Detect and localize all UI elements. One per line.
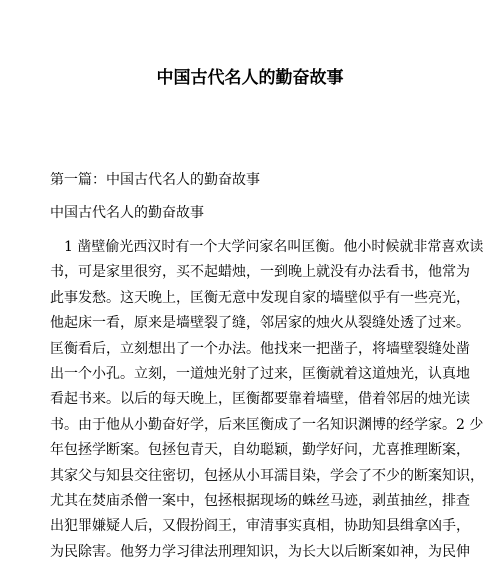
section-heading: 第一篇：中国古代名人的勤奋故事 xyxy=(50,172,260,188)
document-title: 中国古代名人的勤奋故事 xyxy=(156,68,344,88)
body-line: 他起床一看，原来是墙壁裂了缝，邻居家的烛火从裂缝处透了过来。 xyxy=(50,315,470,332)
body-paragraph xyxy=(50,235,484,565)
body-line: 年包拯学断案。包拯包青天，自幼聪颖，勤学好问，尤喜推理断案， xyxy=(50,442,470,459)
sub-heading: 中国古代名人的勤奋故事 xyxy=(50,205,204,221)
body-line: 其家父与知县交往密切，包拯从小耳濡目染，学会了不少的断案知识， xyxy=(50,467,484,484)
body-line: 出犯罪嫌疑人后，又假扮阎王，审清事实真相，协助知县缉拿凶手， xyxy=(50,518,470,535)
body-line: 书，可是家里很穷，买不起蜡烛，一到晚上就没有办法看书，他常为 xyxy=(50,264,470,281)
body-line: 1 凿壁偷光西汉时有一个大学问家名叫匡衡。他小时候就非常喜欢读 xyxy=(64,239,484,255)
body-line: 匡衡看后，立刻想出了一个办法。他找来一把凿子，将墙壁裂缝处凿 xyxy=(50,340,470,357)
body-line: 书。由于他从小勤奋好学，后来匡衡成了一名知识渊博的经学家。2 少 xyxy=(50,416,484,433)
body-line: 出一个小孔。立刻，一道烛光射了过来，匡衡就着这道烛光，认真地 xyxy=(50,365,470,382)
body-line: 为民除害。他努力学习律法刑理知识，为长大以后断案如神，为民伸 xyxy=(50,543,470,560)
body-line: 此事发愁。这天晚上，匡衡无意中发现自家的墙壁似乎有一些亮光， xyxy=(50,289,470,306)
body-line: 看起书来。以后的每天晚上，匡衡都要靠着墙壁，借着邻居的烛光读 xyxy=(50,391,470,408)
body-line: 尤其在焚庙杀僧一案中，包拯根据现场的蛛丝马迹，剥茧抽丝，排查 xyxy=(50,492,470,509)
